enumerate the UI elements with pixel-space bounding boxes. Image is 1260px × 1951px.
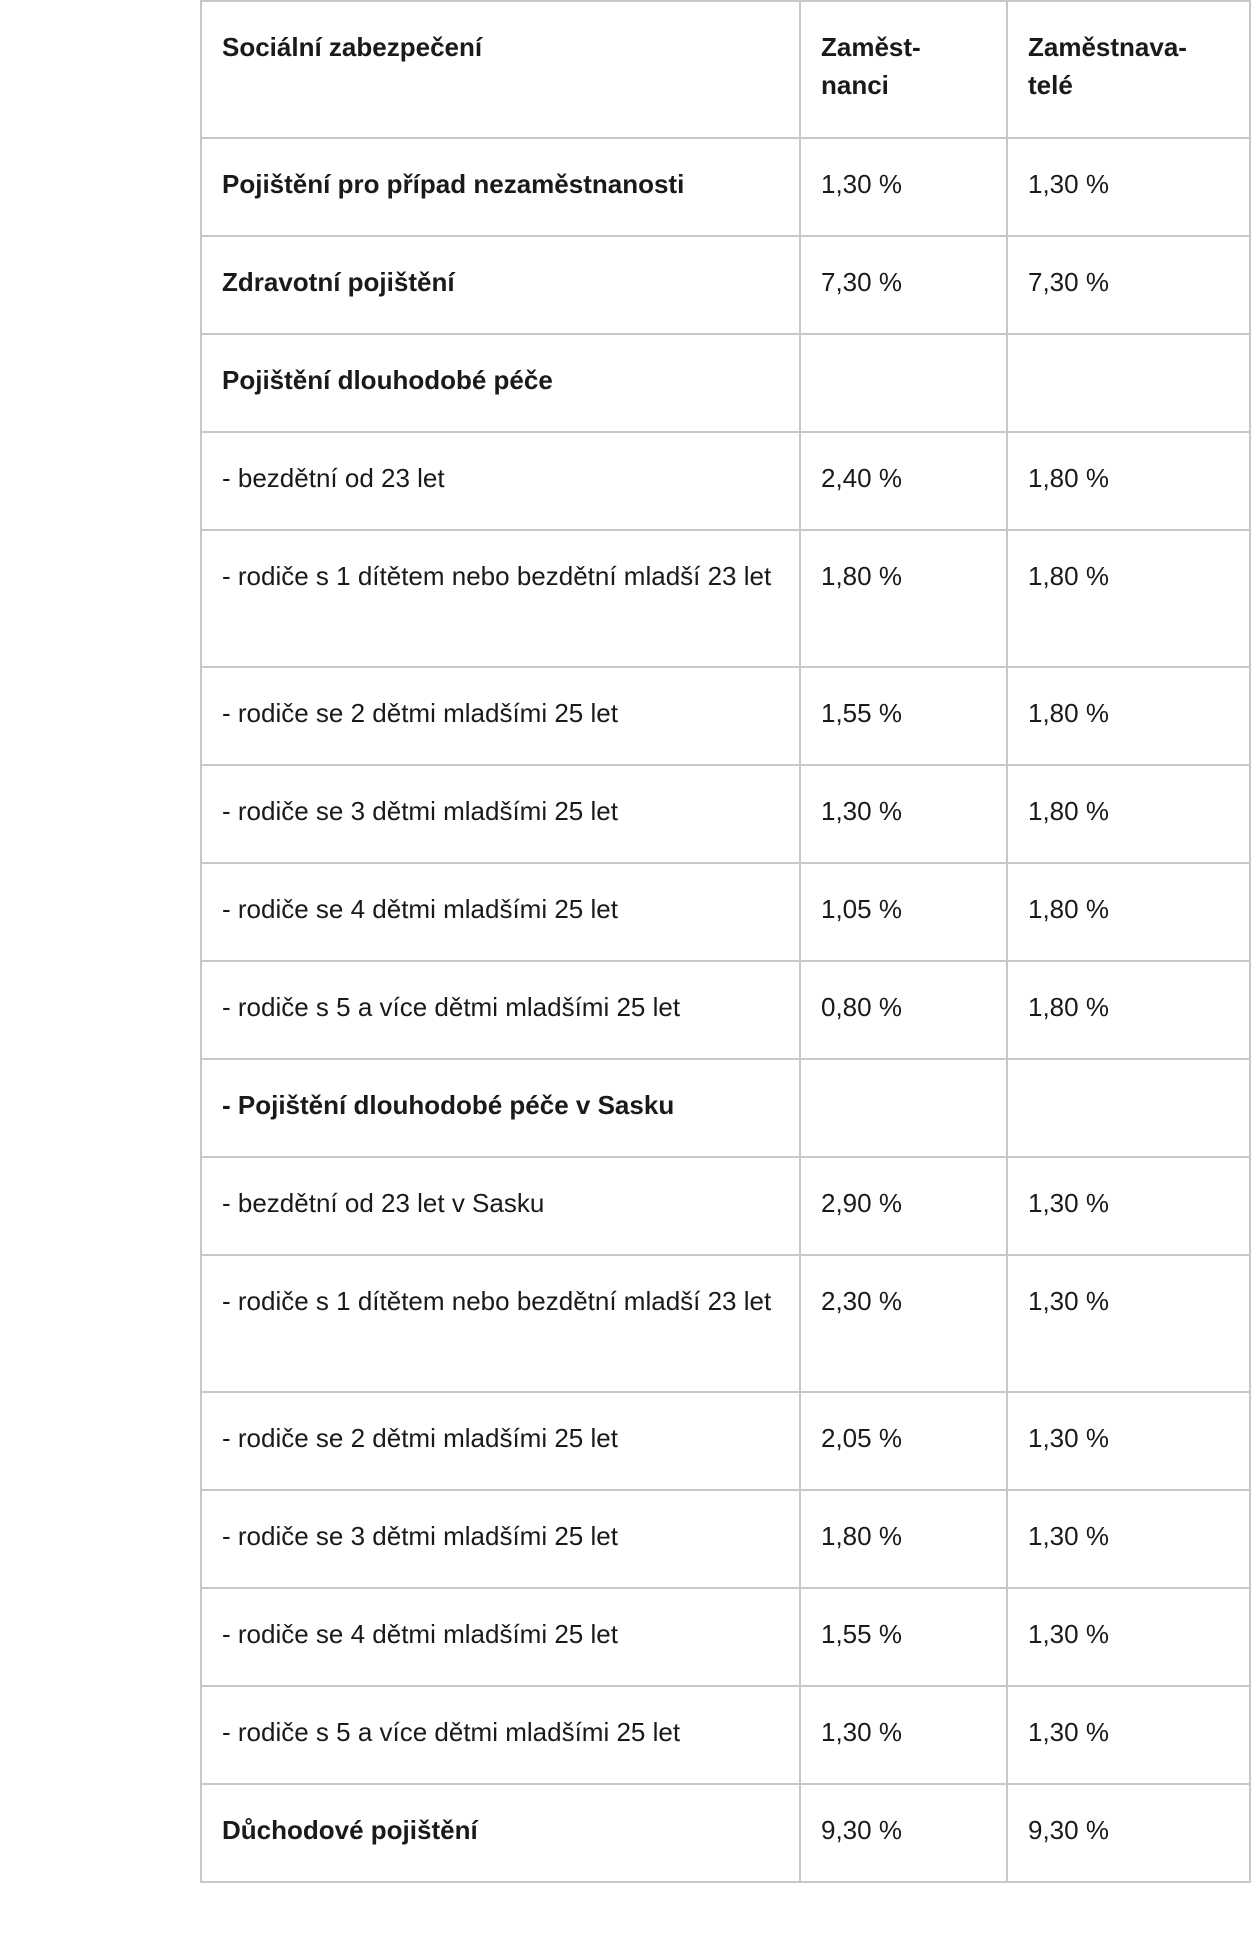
row-employees-rate: [800, 1059, 1007, 1157]
table-row: [201, 334, 1250, 432]
row-employers-rate: 1,30 %: [1007, 1157, 1250, 1255]
table-header-row: [201, 1, 1250, 138]
row-employers-rate: 1,30 %: [1007, 1588, 1250, 1686]
table-row: [201, 1686, 1250, 1784]
header-employees-text: Zaměst- nanci: [821, 32, 921, 100]
row-employees-rate: 1,80 %: [800, 530, 1007, 667]
table-body: [201, 138, 1250, 1882]
social-security-table: [200, 0, 1251, 1883]
header-social-security: Sociální zabezpečení: [201, 1, 800, 138]
row-employers-rate: [1007, 334, 1250, 432]
row-label: Zdravotní pojištění: [201, 236, 800, 334]
row-label: - rodiče se 3 dětmi mladšími 25 let: [201, 765, 800, 863]
row-label: Důchodové pojištění: [201, 1784, 800, 1882]
row-employers-rate: 1,30 %: [1007, 138, 1250, 236]
table-row: [201, 1059, 1250, 1157]
row-employers-rate: 1,80 %: [1007, 667, 1250, 765]
social-security-table-wrapper: [200, 0, 1249, 1883]
row-employers-rate: 1,30 %: [1007, 1255, 1250, 1392]
row-employees-rate: 1,05 %: [800, 863, 1007, 961]
row-label: - rodiče se 4 dětmi mladšími 25 let: [201, 863, 800, 961]
row-label: Pojištění dlouhodobé péče: [201, 334, 800, 432]
table-row: [201, 1392, 1250, 1490]
row-label: - rodiče s 1 dítětem nebo bezdětní mladší 23 let: [201, 1255, 800, 1392]
table-row: [201, 530, 1250, 667]
header-employees: [800, 1, 1007, 138]
row-employers-rate: 1,80 %: [1007, 765, 1250, 863]
table-row: [201, 1588, 1250, 1686]
table-row: [201, 961, 1250, 1059]
row-label: - bezdětní od 23 let v Sasku: [201, 1157, 800, 1255]
row-employers-rate: 1,80 %: [1007, 530, 1250, 667]
row-label: Pojištění pro případ nezaměstnanosti: [201, 138, 800, 236]
row-label: - rodiče se 2 dětmi mladšími 25 let: [201, 667, 800, 765]
row-employers-rate: 1,80 %: [1007, 863, 1250, 961]
row-employers-rate: 1,30 %: [1007, 1686, 1250, 1784]
row-employees-rate: 1,55 %: [800, 667, 1007, 765]
row-label: - Pojištění dlouhodobé péče v Sasku: [201, 1059, 800, 1157]
table-row: [201, 1784, 1250, 1882]
row-employers-rate: 7,30 %: [1007, 236, 1250, 334]
table-row: [201, 236, 1250, 334]
row-employees-rate: [800, 334, 1007, 432]
row-employees-rate: 2,05 %: [800, 1392, 1007, 1490]
row-employers-rate: 9,30 %: [1007, 1784, 1250, 1882]
row-label: - bezdětní od 23 let: [201, 432, 800, 530]
row-employees-rate: 2,30 %: [800, 1255, 1007, 1392]
table-row: [201, 1157, 1250, 1255]
row-employees-rate: 7,30 %: [800, 236, 1007, 334]
table-row: [201, 432, 1250, 530]
row-employees-rate: 1,55 %: [800, 1588, 1007, 1686]
row-employers-rate: 1,80 %: [1007, 961, 1250, 1059]
row-employees-rate: 9,30 %: [800, 1784, 1007, 1882]
row-label: - rodiče se 4 dětmi mladšími 25 let: [201, 1588, 800, 1686]
row-label: - rodiče s 5 a více dětmi mladšími 25 let: [201, 1686, 800, 1784]
header-employers-text: Zaměstnava- telé: [1028, 32, 1187, 100]
row-label: - rodiče se 2 dětmi mladšími 25 let: [201, 1392, 800, 1490]
row-employees-rate: 1,30 %: [800, 765, 1007, 863]
row-employees-rate: 2,90 %: [800, 1157, 1007, 1255]
row-employers-rate: 1,80 %: [1007, 432, 1250, 530]
table-row: [201, 1490, 1250, 1588]
table-row: [201, 1255, 1250, 1392]
row-label: - rodiče s 5 a více dětmi mladšími 25 let: [201, 961, 800, 1059]
row-label: - rodiče se 3 dětmi mladšími 25 let: [201, 1490, 800, 1588]
table-row: [201, 138, 1250, 236]
row-employees-rate: 2,40 %: [800, 432, 1007, 530]
table-row: [201, 765, 1250, 863]
row-employers-rate: 1,30 %: [1007, 1392, 1250, 1490]
table-row: [201, 667, 1250, 765]
row-label: - rodiče s 1 dítětem nebo bezdětní mladší 23 let: [201, 530, 800, 667]
header-employers: [1007, 1, 1250, 138]
row-employees-rate: 1,30 %: [800, 1686, 1007, 1784]
row-employees-rate: 1,80 %: [800, 1490, 1007, 1588]
row-employees-rate: 0,80 %: [800, 961, 1007, 1059]
row-employers-rate: 1,30 %: [1007, 1490, 1250, 1588]
row-employers-rate: [1007, 1059, 1250, 1157]
row-employees-rate: 1,30 %: [800, 138, 1007, 236]
table-row: [201, 863, 1250, 961]
